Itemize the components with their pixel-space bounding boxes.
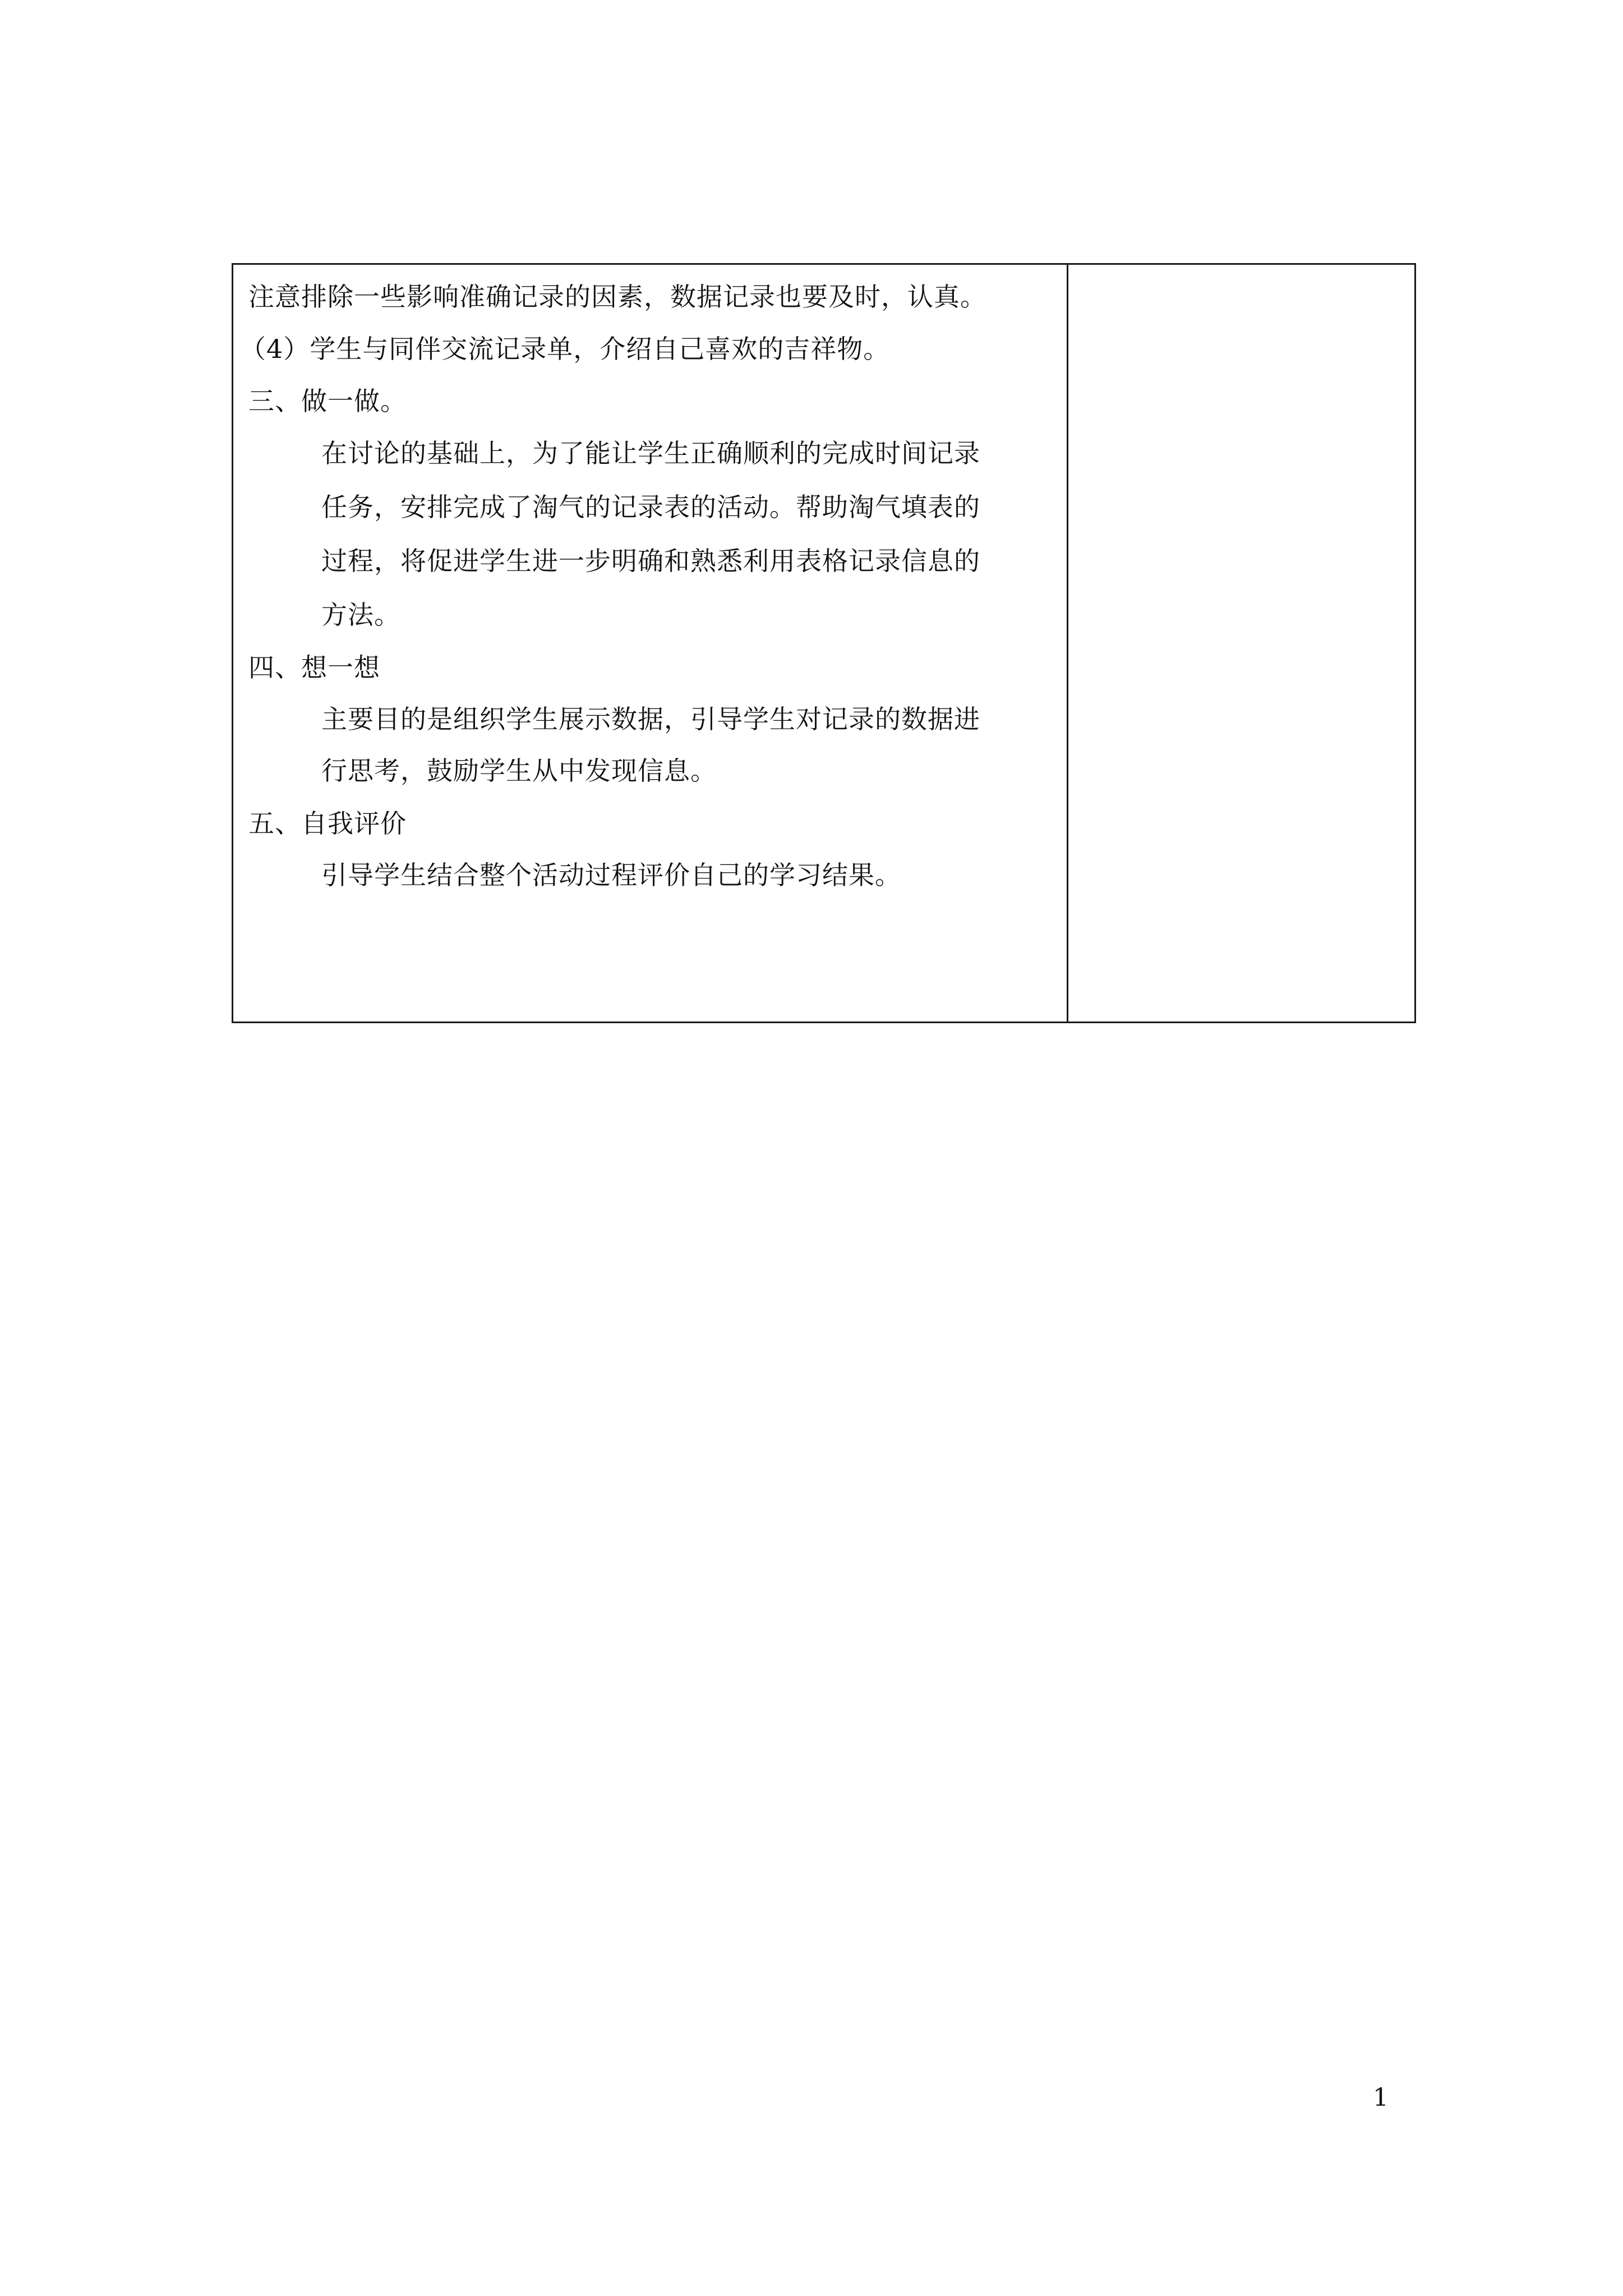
text-line: 方法。: [321, 600, 400, 630]
section-heading: 五、自我评价: [248, 808, 407, 839]
section-heading: 四、想一想: [248, 652, 380, 683]
section-heading: 三、做一做。: [248, 386, 407, 416]
text-line: 引导学生结合整个活动过程评价自己的学习结果。: [321, 860, 901, 890]
lesson-table: [232, 263, 1416, 1023]
notes-cell: [1068, 265, 1414, 1022]
text-line: 主要目的是组织学生展示数据，引导学生对记录的数据进: [321, 704, 980, 734]
text-line: 行思考，鼓励学生从中发现信息。: [321, 756, 717, 786]
lesson-content-cell: [233, 265, 1068, 1022]
text-line: （4）学生与同伴交流记录单，介绍自己喜欢的吉祥物。: [240, 334, 890, 364]
text-line: 过程，将促进学生进一步明确和熟悉利用表格记录信息的: [321, 546, 980, 576]
text-line: 任务，安排完成了淘气的记录表的活动。帮助淘气填表的: [321, 492, 980, 522]
page-number: 1: [1373, 2083, 1389, 2112]
text-line: 注意排除一些影响准确记录的因素，数据记录也要及时，认真。: [248, 282, 986, 312]
text-line: 在讨论的基础上，为了能让学生正确顺利的完成时间记录: [321, 438, 980, 468]
